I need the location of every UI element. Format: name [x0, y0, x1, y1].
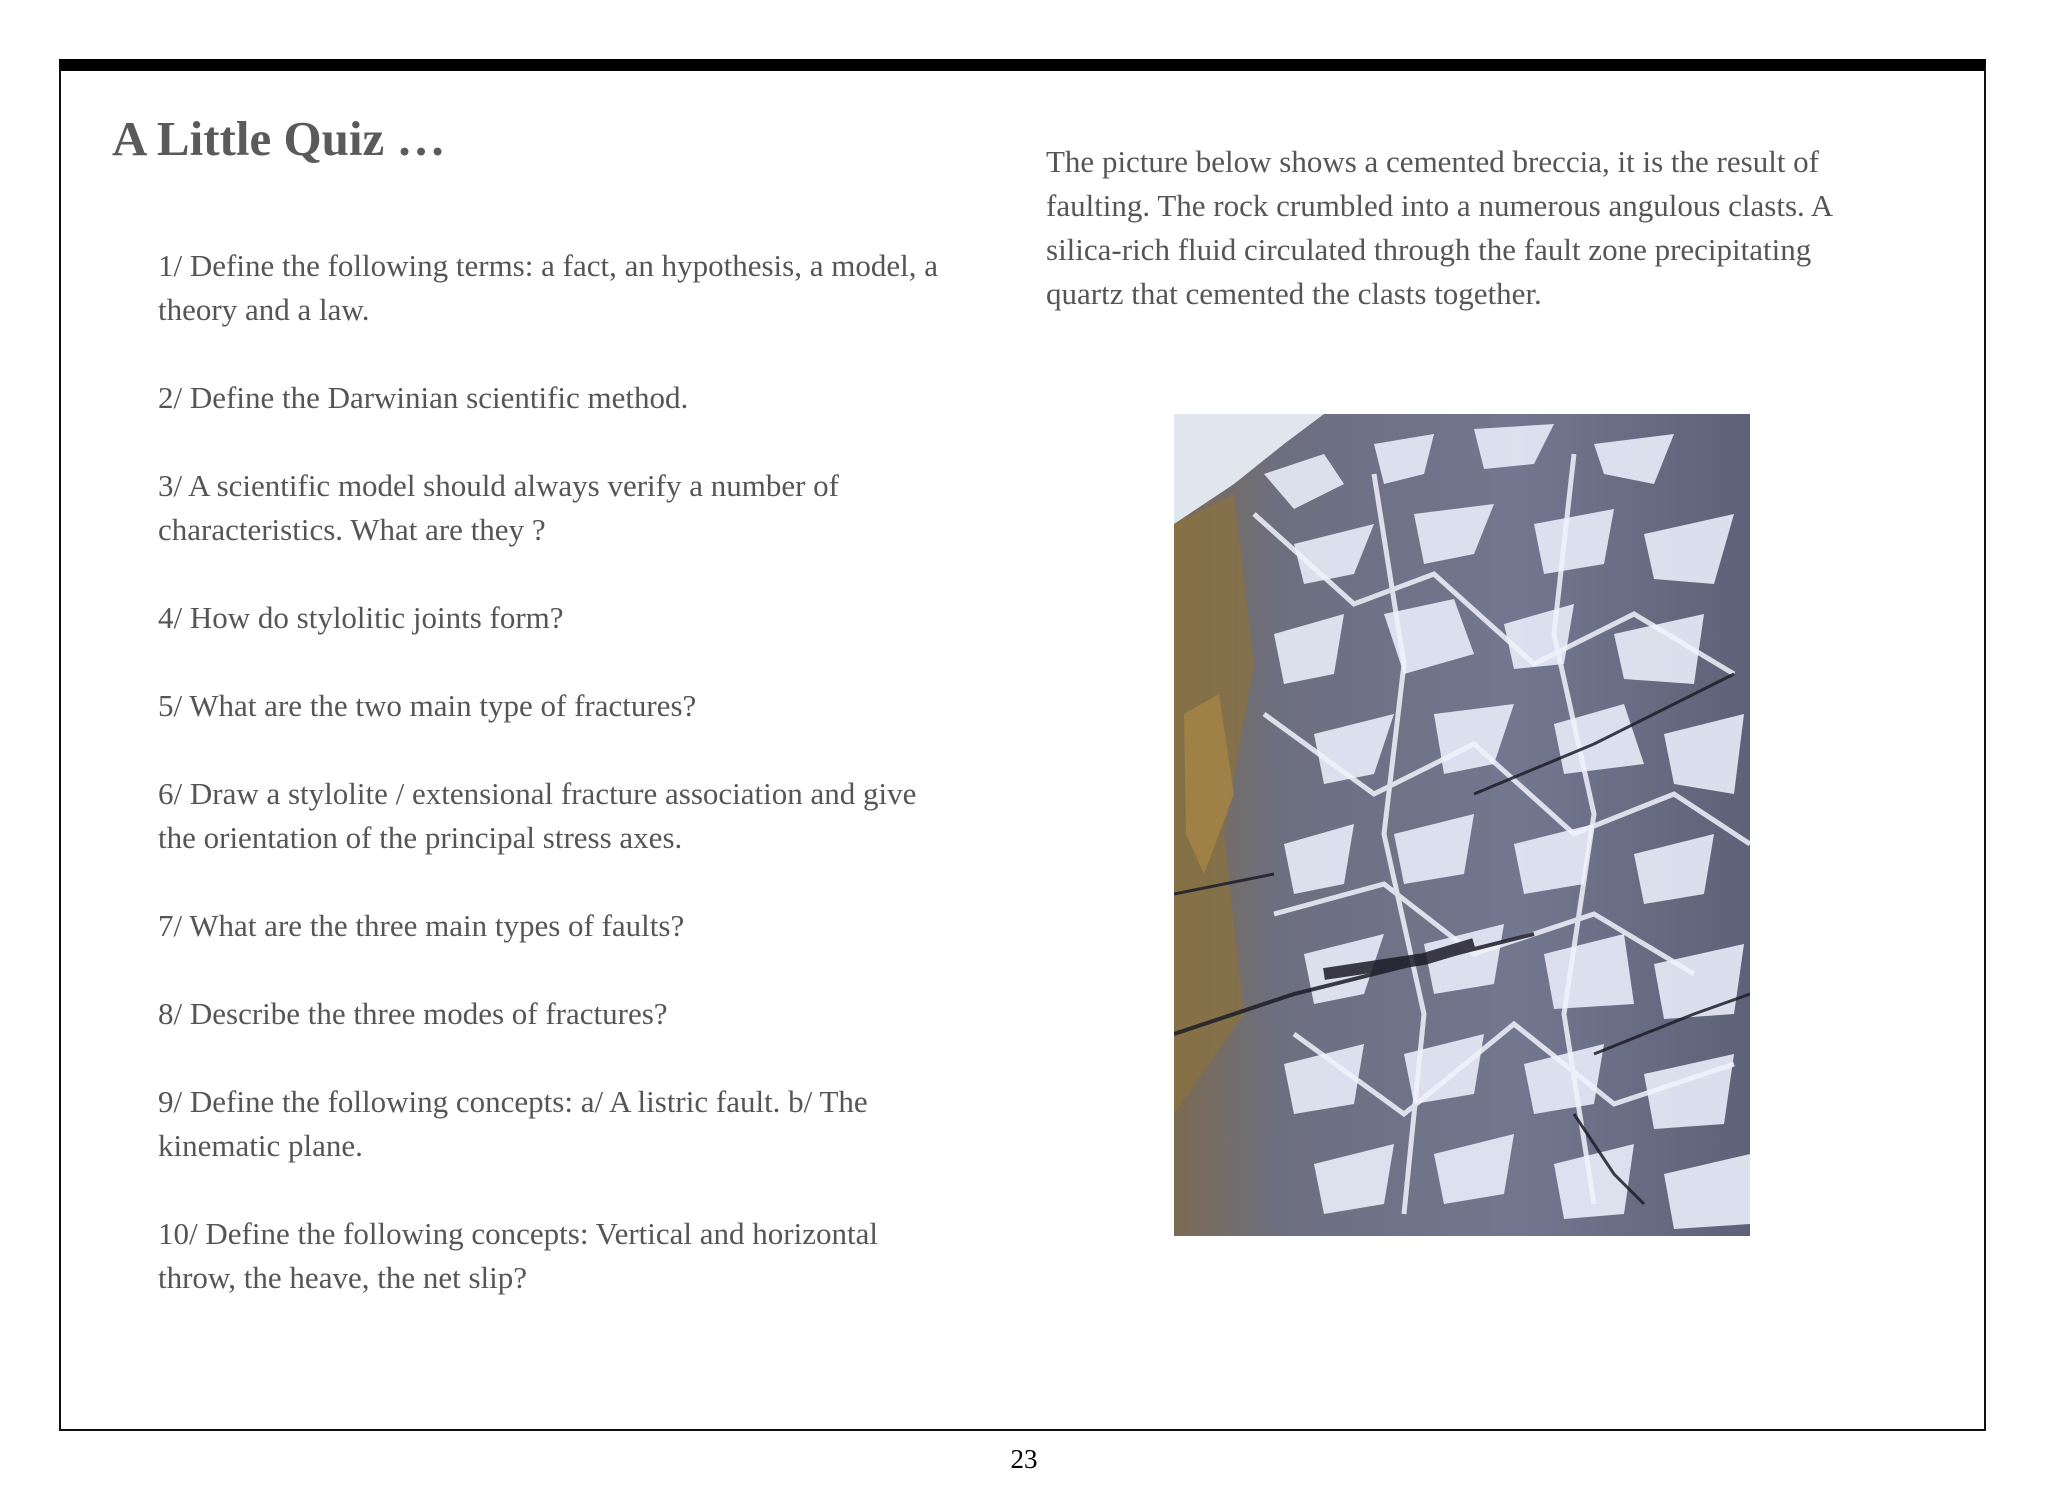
quiz-question-3: 3/ A scientific model should always verify a number of characteristics. What are they ?	[158, 468, 839, 547]
breccia-description: The picture below shows a cemented breccia, it is the result of faulting. The rock crumbled into a numerous angulous clasts. A silica-rich fluid circulated through the fault zone precipitating quartz that cemented the clasts together.	[1046, 144, 1832, 311]
page-number: 23	[1010, 1444, 1038, 1474]
quiz-question-list	[158, 244, 948, 1344]
quiz-question-2: 2/ Define the Darwinian scientific method.	[158, 380, 689, 415]
quiz-question-7: 7/ What are the three main types of faults?	[158, 908, 685, 943]
quiz-question-4: 4/ How do stylolitic joints form?	[158, 600, 564, 635]
quiz-question-9: 9/ Define the following concepts: a/ A listric fault. b/ The kinematic plane.	[158, 1084, 868, 1163]
quiz-question-10: 10/ Define the following concepts: Vertical and horizontal throw, the heave, the net slip?	[158, 1216, 878, 1295]
breccia-photo	[1174, 414, 1750, 1236]
quiz-question-8: 8/ Describe the three modes of fractures?	[158, 996, 668, 1031]
quiz-question-6: 6/ Draw a stylolite / extensional fracture association and give the orientation of the principal stress axes.	[158, 776, 917, 855]
breccia-photo-image	[1174, 414, 1750, 1236]
quiz-question-5: 5/ What are the two main type of fractures?	[158, 688, 697, 723]
quiz-question-1: 1/ Define the following terms: a fact, an hypothesis, a model, a theory and a law.	[158, 248, 938, 327]
page-title: A Little Quiz …	[112, 111, 446, 166]
